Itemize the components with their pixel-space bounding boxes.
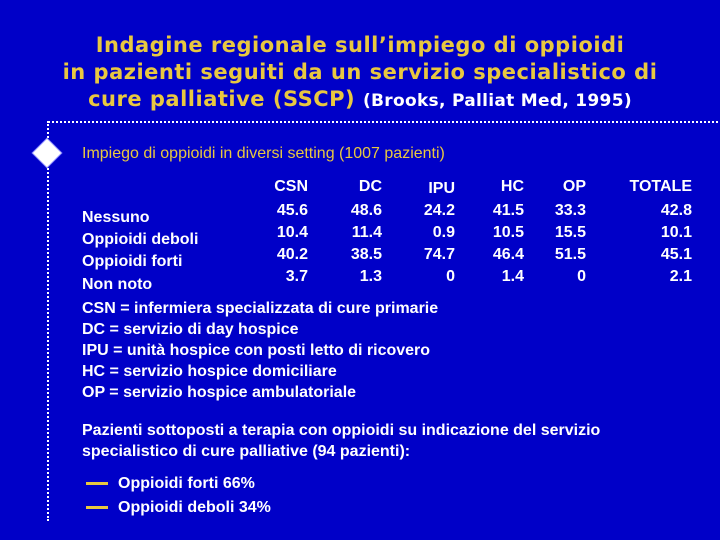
table-subtitle: Impiego di oppioidi in diversi setting (1007 pazienti) (82, 145, 445, 162)
table-cell: 45.6 (276, 202, 308, 219)
column-header: TOTALE (629, 178, 692, 195)
table-cell: 3.7 (285, 268, 308, 285)
bullet-text: Oppioidi forti 66% (118, 475, 255, 492)
table-cell: 46.4 (492, 246, 524, 263)
row-label-oppioidi-forti: Oppioidi forti (82, 253, 183, 270)
table-cell: 10.1 (660, 224, 692, 241)
row-label-non-noto: Non noto (82, 276, 153, 293)
table-cell: 2.1 (669, 268, 692, 285)
table-cell: 15.5 (554, 224, 586, 241)
table-cell: 40.2 (276, 246, 308, 263)
column-header: OP (562, 178, 586, 195)
table-cell: 1.3 (359, 268, 382, 285)
legend-item: CSN = infermiera specializzata di cure primarie (82, 300, 439, 317)
row-label-oppioidi-deboli: Oppioidi deboli (82, 231, 199, 248)
table-cell: 33.3 (554, 202, 586, 219)
column-totale (612, 178, 692, 288)
legend-item: HC = servizio hospice domiciliare (82, 363, 337, 380)
table-cell: 41.5 (492, 202, 524, 219)
title-line-3-main: cure palliative (SSCP) (88, 87, 356, 111)
table-cell: 11.4 (351, 224, 382, 241)
legend-item: DC = servizio di day hospice (82, 321, 299, 338)
bullet-item-weak-opioids (86, 499, 271, 517)
title-line-1: Indagine regionale sull’impiego di oppioidi (95, 33, 625, 57)
table-cell: 10.4 (276, 224, 308, 241)
title-line-3 (0, 86, 720, 115)
table-cell: 10.5 (492, 224, 524, 241)
dotted-vertical-divider (47, 121, 49, 521)
column-header: DC (358, 178, 382, 195)
column-header: IPU (428, 180, 455, 197)
slide-title (0, 32, 720, 115)
column-header: HC (500, 178, 524, 195)
table-cell: 45.1 (660, 246, 692, 263)
row-label-nessuno: Nessuno (82, 209, 150, 226)
legend-item: OP = servizio hospice ambulatoriale (82, 384, 357, 401)
column-op (536, 178, 586, 288)
column-hc (474, 178, 524, 288)
table-cell: 48.6 (350, 202, 382, 219)
table-cell: 0.9 (432, 224, 455, 241)
dotted-horizontal-divider (48, 121, 718, 123)
summary-note: Pazienti sottoposti a terapia con oppioidi su indicazione del servizio specialistico di cure palliative (94 pazienti): (82, 422, 601, 460)
legend-item: IPU = unità hospice con posti letto di ricovero (82, 342, 431, 359)
column-csn (258, 178, 308, 288)
table-cell: 38.5 (350, 246, 382, 263)
bullet-text: Oppioidi deboli 34% (118, 499, 271, 516)
abbreviation-legend (82, 298, 438, 403)
diamond-bullet-icon (33, 139, 61, 167)
dash-bullet-icon (86, 482, 108, 485)
table-cell: 74.7 (423, 246, 455, 263)
title-line-2: in pazienti seguiti da un servizio specialistico di (62, 60, 658, 84)
bullet-item-strong-opioids (86, 475, 255, 493)
column-header: CSN (274, 178, 308, 195)
column-ipu (405, 180, 455, 288)
table-cell: 0 (446, 268, 455, 285)
table-cell: 24.2 (423, 202, 455, 219)
table-cell: 0 (577, 268, 586, 285)
column-dc (332, 178, 382, 288)
title-citation: (Brooks, Palliat Med, 1995) (362, 91, 632, 111)
table-cell: 1.4 (501, 268, 524, 285)
table-cell: 42.8 (660, 202, 692, 219)
dash-bullet-icon (86, 506, 108, 509)
table-cell: 51.5 (554, 246, 586, 263)
